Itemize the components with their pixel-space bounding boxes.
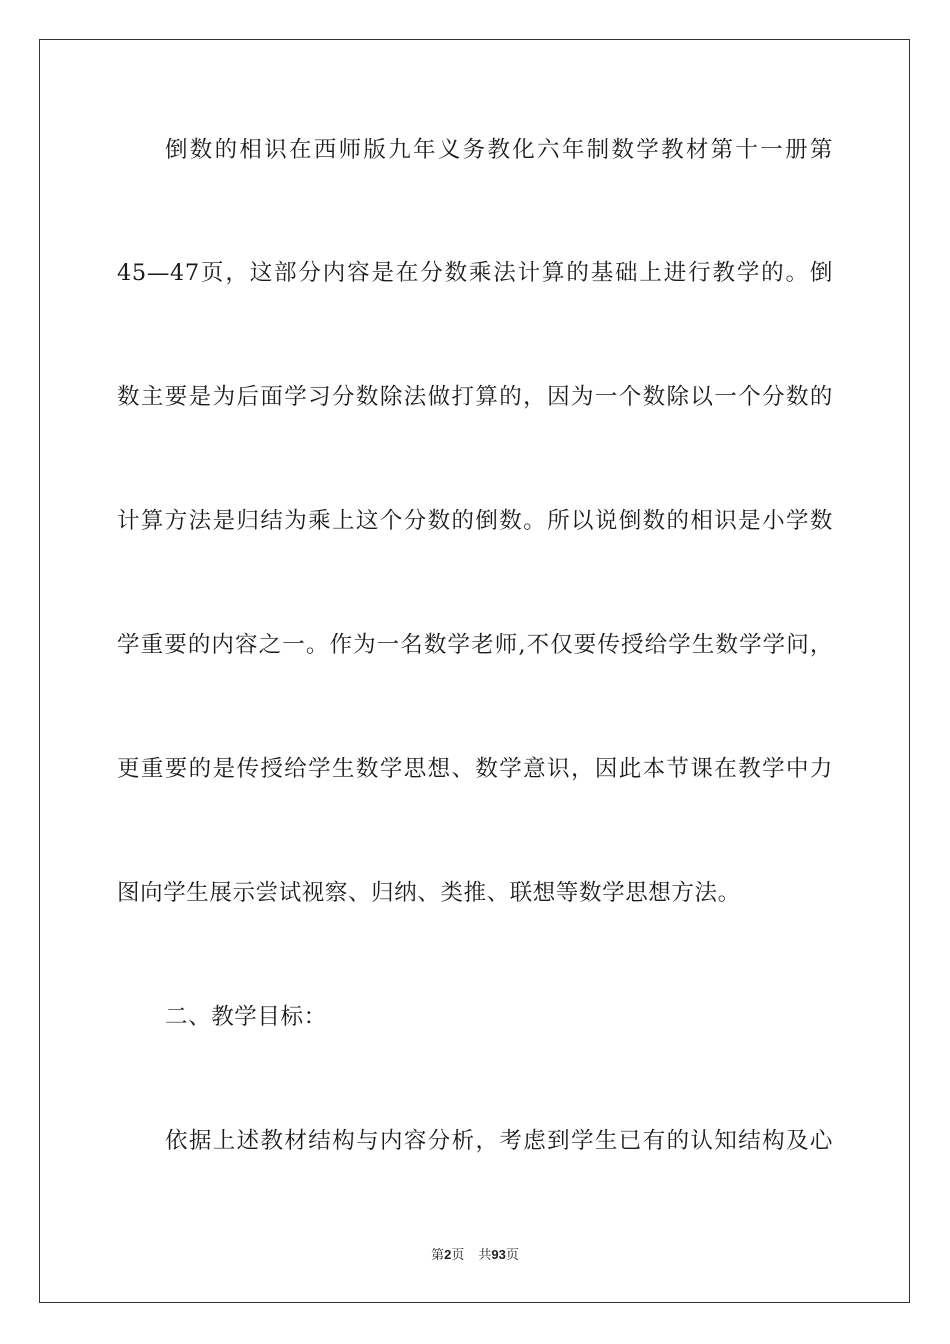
footer-total-pages: 93 — [491, 1247, 506, 1262]
page-footer — [0, 1246, 950, 1265]
footer-page-prefix: 第 — [431, 1248, 445, 1263]
paragraph-line-1: 倒数的相识在西师版九年义务教化六年制数学教材第十一册第 — [165, 137, 833, 163]
footer-total-prefix: 共 — [478, 1248, 492, 1263]
footer-page-number: 2 — [444, 1247, 452, 1262]
footer-total-suffix: 页 — [505, 1248, 519, 1263]
paragraph-line-2: 45—47页，这部分内容是在分数乘法计算的基础上进行教学的。倒 — [117, 260, 833, 286]
paragraph-line-5: 学重要的内容之一。作为一名数学老师,不仅要传授给学生数学学问， — [117, 632, 833, 658]
paragraph-line-9: 依据上述教材结构与内容分析，考虑到学生已有的认知结构及心 — [165, 1128, 833, 1154]
paragraph-line-7: 图向学生展示尝试视察、归纳、类推、联想等数学思想方法。 — [117, 880, 741, 906]
section-heading: 二、教学目标： — [165, 1004, 327, 1030]
footer-page-suffix: 页 — [451, 1248, 465, 1263]
page-frame — [39, 39, 910, 1303]
paragraph-line-3: 数主要是为后面学习分数除法做打算的，因为一个数除以一个分数的 — [117, 384, 833, 410]
paragraph-line-6: 更重要的是传授给学生数学思想、数学意识，因此本节课在教学中力 — [117, 756, 833, 782]
paragraph-line-4: 计算方法是归结为乘上这个分数的倒数。所以说倒数的相识是小学数 — [117, 508, 833, 534]
